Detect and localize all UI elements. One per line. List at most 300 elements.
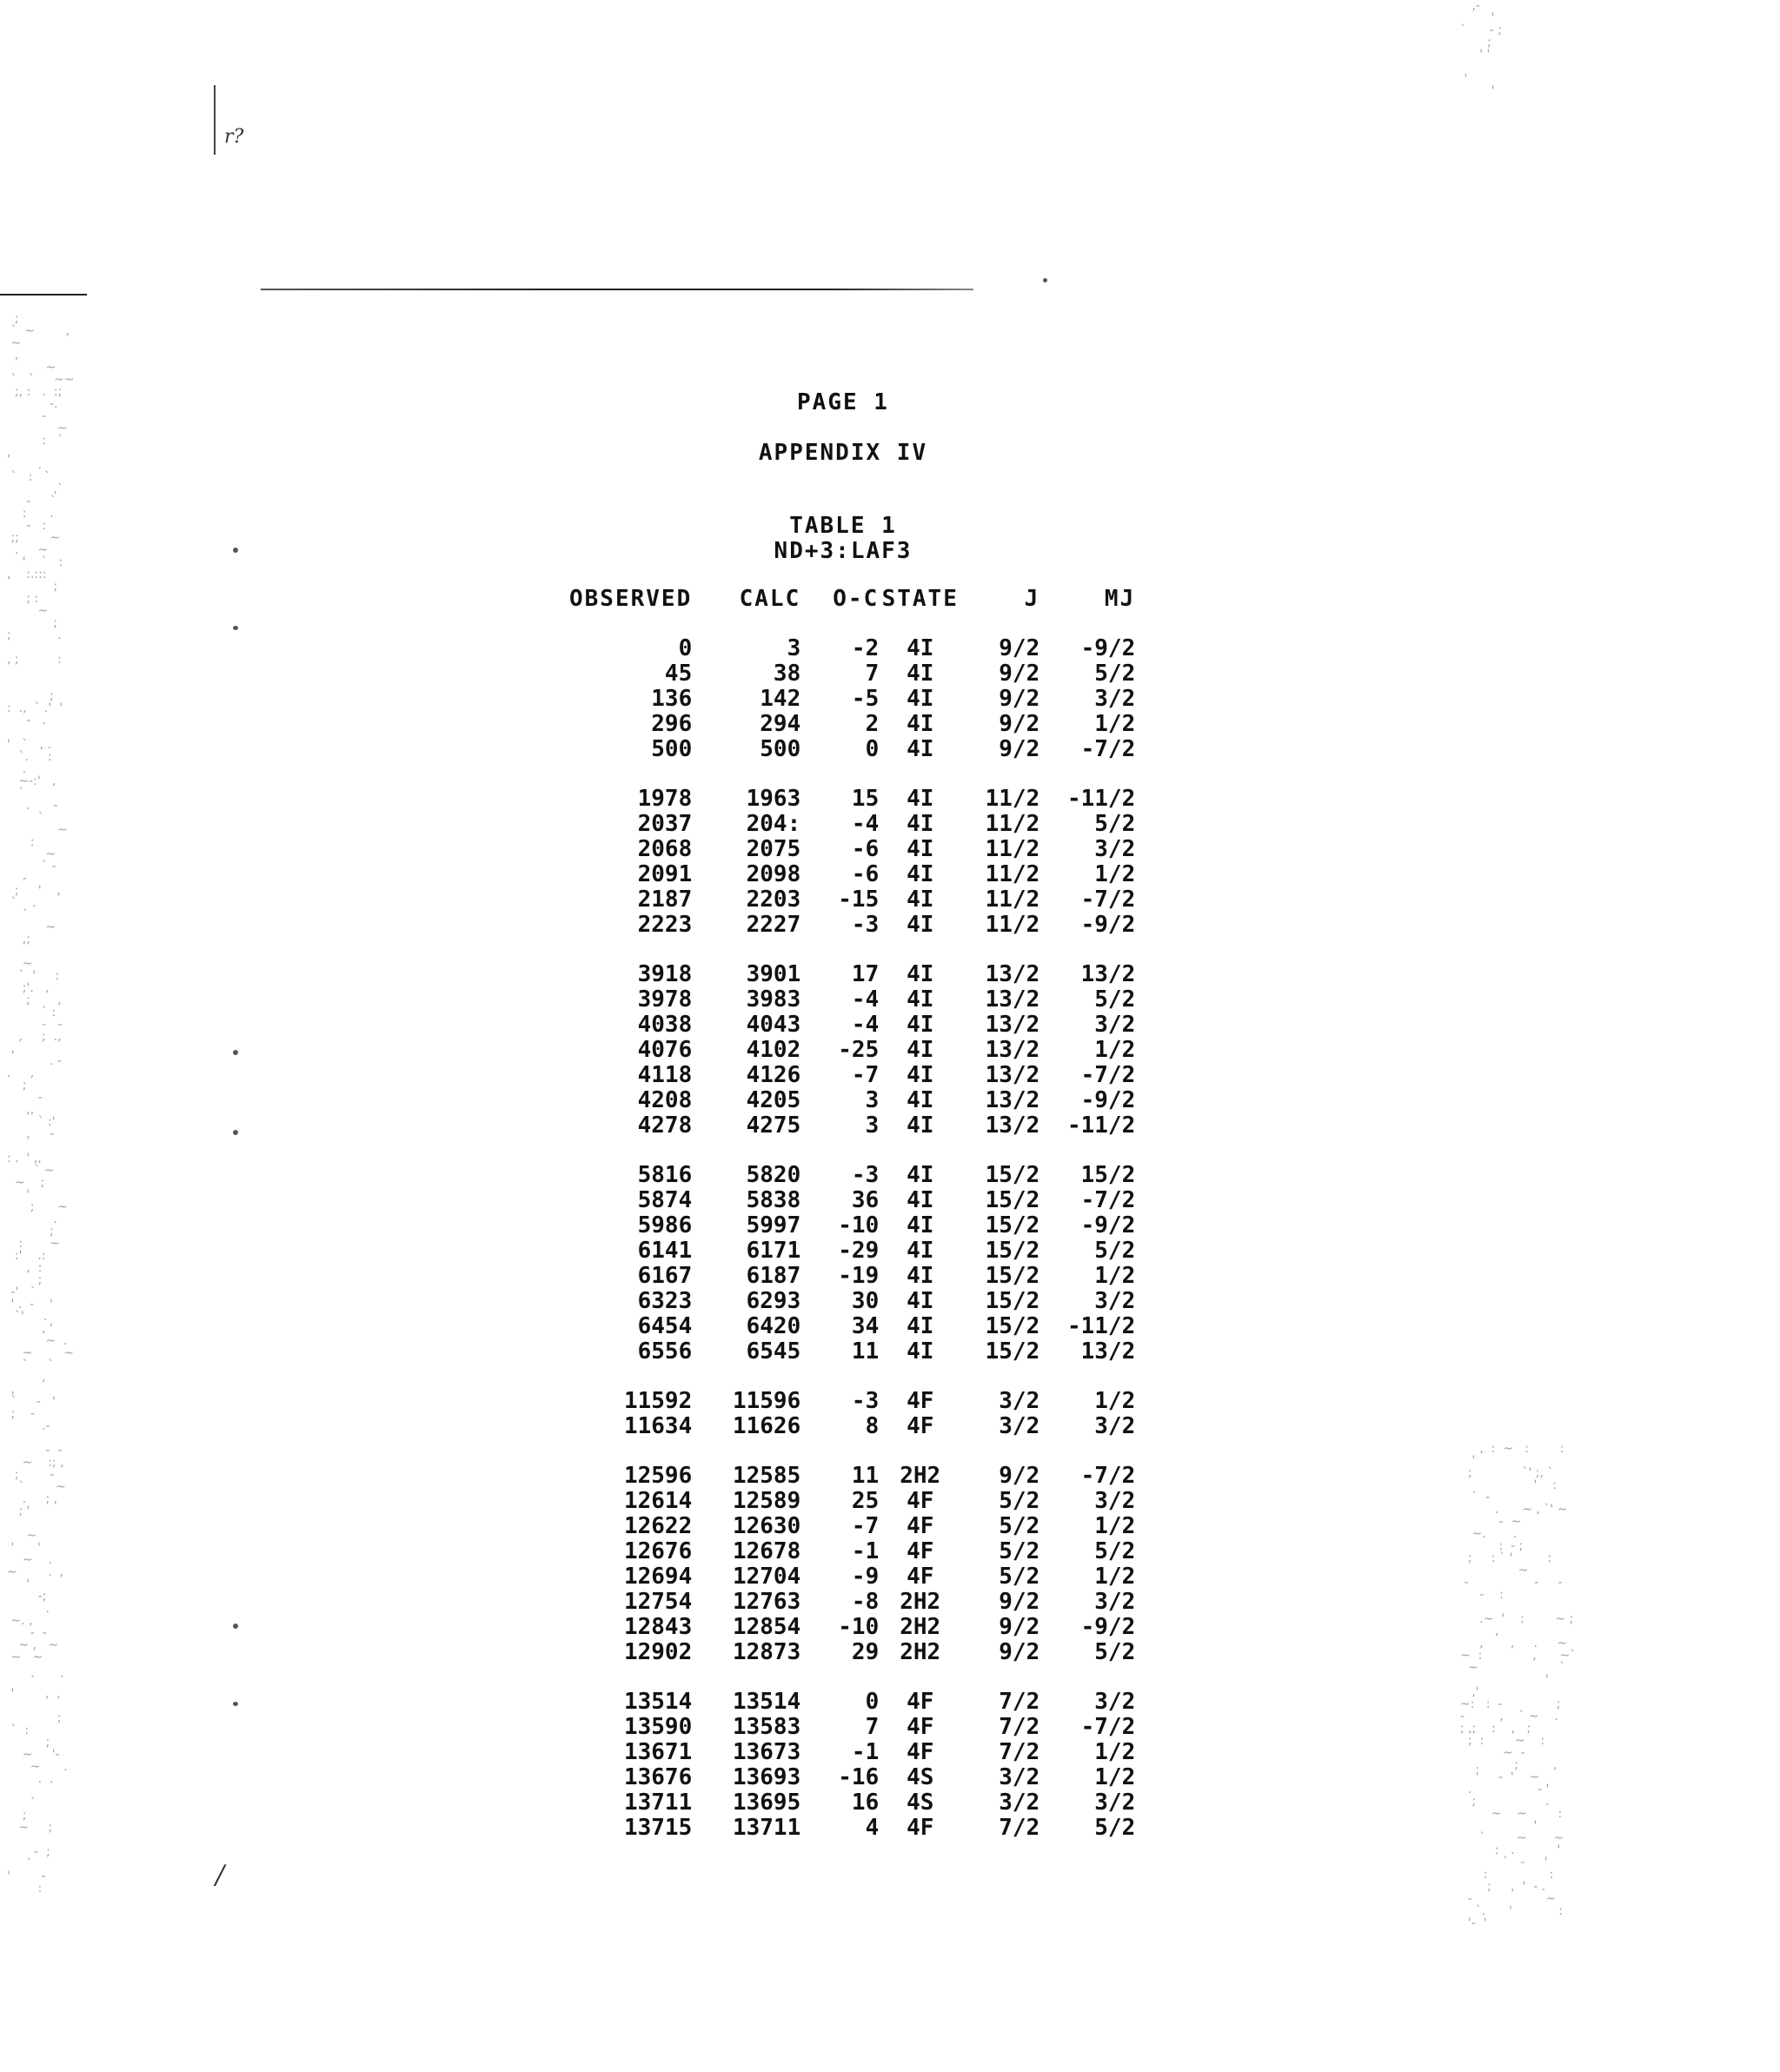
cell-state: 4I (907, 1162, 934, 1188)
cell-state: 4F (907, 1564, 934, 1590)
cell-o-c: 2 (865, 711, 880, 737)
cell-state: 4I (907, 1212, 934, 1239)
cell-observed: 500 (651, 736, 693, 762)
cell-j: 9/2 (999, 711, 1040, 737)
table-row (569, 1188, 1135, 1213)
cell-mj: -7/2 (1080, 1187, 1136, 1213)
cell-j: 15/2 (985, 1338, 1040, 1365)
col-state: STATE (881, 586, 959, 612)
cell-calc: 6187 (746, 1263, 801, 1289)
cell-state: 4S (907, 1764, 934, 1790)
cell-j: 9/2 (999, 635, 1040, 661)
cell-o-c: -3 (851, 1388, 880, 1414)
table-row (569, 1640, 1135, 1665)
table-row (569, 1038, 1135, 1063)
cell-o-c: 29 (851, 1639, 880, 1665)
cell-o-c: 8 (865, 1413, 880, 1439)
cell-state: 2H2 (900, 1589, 941, 1615)
cell-o-c: 0 (865, 736, 880, 762)
group-separator-cell (569, 1665, 1135, 1690)
table-row (569, 1690, 1135, 1715)
cell-calc: 2227 (746, 912, 801, 938)
cell-observed: 11592 (623, 1388, 693, 1414)
cell-observed: 45 (664, 661, 693, 687)
cell-j: 5/2 (999, 1488, 1040, 1514)
bullet-dot (233, 1624, 238, 1629)
cell-calc: 4102 (746, 1037, 801, 1063)
cell-o-c: 36 (851, 1187, 880, 1213)
cell-mj: -9/2 (1080, 1614, 1136, 1640)
table-row (569, 887, 1135, 913)
cell-state: 4F (907, 1388, 934, 1414)
table-row (569, 1564, 1135, 1590)
cell-state: 4I (907, 1187, 934, 1213)
cell-state: 4I (907, 736, 934, 762)
table-row (569, 1063, 1135, 1088)
cell-calc: 13514 (732, 1689, 801, 1715)
bullet-dot (233, 1050, 238, 1055)
scan-rule-main (261, 289, 973, 290)
cell-state: 4I (907, 1037, 934, 1063)
cell-j: 13/2 (985, 1112, 1040, 1139)
cell-observed: 12596 (623, 1463, 693, 1489)
cell-o-c: 3 (865, 1112, 880, 1139)
cell-observed: 3978 (637, 986, 693, 1013)
cell-j: 15/2 (985, 1313, 1040, 1339)
cell-state: 4I (907, 912, 934, 938)
cell-calc: 13673 (732, 1739, 801, 1765)
table-row (569, 1790, 1135, 1816)
cell-mj: 1/2 (1094, 1564, 1136, 1590)
cell-calc: 5997 (746, 1212, 801, 1239)
cell-state: 4I (907, 1062, 934, 1088)
cell-calc: 12589 (732, 1488, 801, 1514)
cell-state: 4S (907, 1790, 934, 1816)
cell-j: 15/2 (985, 1263, 1040, 1289)
cell-state: 4F (907, 1488, 934, 1514)
cell-state: 4I (907, 786, 934, 812)
cell-calc: 4275 (746, 1112, 801, 1139)
cell-j: 9/2 (999, 736, 1040, 762)
cell-observed: 6454 (637, 1313, 693, 1339)
group-separator-cell (569, 1365, 1135, 1389)
cell-calc: 13695 (732, 1790, 801, 1816)
cell-calc: 204: (746, 811, 801, 837)
cell-observed: 136 (651, 686, 693, 712)
col-o-c: O-C (833, 586, 880, 612)
cell-state: 4F (907, 1413, 934, 1439)
table-row (569, 1816, 1135, 1841)
cell-mj: 3/2 (1094, 1288, 1136, 1314)
table-row (569, 1765, 1135, 1790)
scan-noise-left: ; ` ~ , ~ , ~ ` ` ~~ ;, : . :; -. - ~ : ` , . ` : ` ,` - ` : . - : ;; ~ . ~ ' ` : , :.::: ; ; : ~ ; ; . , ; : ; : ., ` .' ' - . ' ` , . `. : . ~-:' , ` . - ` ~ : ~ ` - - ; ' , ` . ` ~ ,; ~ ` ' : ;'. , ; , ` : - - , ; ., , . - . , ; - ,, ` :' , - : . ' ,, ` ~ ~ ; ' ; ~ . ; : ~ :' .: , : ; -' ` ' . - ' `' . , ' ~ . ~ ~ ` ` , , ` - ' ; - .- - - ~ :; , ; - ` ~ . ; , ; ' ~ ' ' ~ . ~ . , ' -; . ~. , - - ~ , ~ ~ ~ ` ` ' , , ; ` : ; ~ '- ~ . . . ` ; ~ ; - ; ` ' - : (7, 312, 75, 1896)
cell-j: 3/2 (999, 1388, 1040, 1414)
cell-calc: 6420 (746, 1313, 801, 1339)
cell-mj: -7/2 (1080, 887, 1136, 913)
cell-observed: 6141 (637, 1238, 693, 1264)
cell-o-c: -2 (851, 635, 880, 661)
table-row (569, 862, 1135, 887)
cell-calc: 3 (787, 635, 801, 661)
cell-o-c: 15 (851, 786, 880, 812)
table-row (569, 787, 1135, 812)
cell-calc: 3901 (746, 961, 801, 987)
group-separator (569, 1365, 1135, 1389)
table-row (569, 1289, 1135, 1314)
cell-o-c: -4 (851, 811, 880, 837)
cell-j: 11/2 (985, 836, 1040, 862)
cell-observed: 12622 (623, 1513, 693, 1539)
cell-j: 9/2 (999, 686, 1040, 712)
cell-o-c: -25 (838, 1037, 880, 1063)
cell-o-c: -1 (851, 1739, 880, 1765)
cell-calc: 12678 (732, 1538, 801, 1564)
table-row (569, 1314, 1135, 1339)
cell-j: 3/2 (999, 1764, 1040, 1790)
cell-mj: 15/2 (1080, 1162, 1136, 1188)
scan-rule-left (0, 294, 87, 296)
bullet-dot (233, 626, 238, 630)
cell-observed: 4038 (637, 1012, 693, 1038)
table-row (569, 1088, 1135, 1113)
cell-calc: 6293 (746, 1288, 801, 1314)
col-observed: OBSERVED (569, 586, 693, 612)
cell-o-c: -1 (851, 1538, 880, 1564)
cell-calc: 12704 (732, 1564, 801, 1590)
cell-o-c: 11 (851, 1338, 880, 1365)
cell-calc: 12854 (732, 1614, 801, 1640)
cell-mj: -9/2 (1080, 635, 1136, 661)
table-row (569, 812, 1135, 837)
table-row (569, 1414, 1135, 1439)
table-row (569, 1740, 1135, 1765)
cell-o-c: -19 (838, 1263, 880, 1289)
page-label: PAGE 1 (797, 389, 889, 415)
bullet-dot (233, 1130, 238, 1135)
cell-j: 7/2 (999, 1739, 1040, 1765)
cell-state: 4F (907, 1538, 934, 1564)
cell-mj: 3/2 (1094, 686, 1136, 712)
cell-mj: 3/2 (1094, 1790, 1136, 1816)
cell-o-c: -8 (851, 1589, 880, 1615)
cell-o-c: 7 (865, 661, 880, 687)
table-row (569, 1113, 1135, 1139)
cell-j: 5/2 (999, 1538, 1040, 1564)
cell-o-c: -10 (838, 1212, 880, 1239)
cell-mj: 5/2 (1094, 661, 1136, 687)
cell-o-c: -29 (838, 1238, 880, 1264)
cell-o-c: 4 (865, 1815, 880, 1841)
table-subtitle: ND+3:LAF3 (774, 538, 913, 564)
cell-mj: 13/2 (1080, 1338, 1136, 1365)
cell-mj: 3/2 (1094, 1589, 1136, 1615)
cell-mj: 1/2 (1094, 1263, 1136, 1289)
cell-calc: 13711 (732, 1815, 801, 1841)
cell-state: 4F (907, 1714, 934, 1740)
cell-calc: 13693 (732, 1764, 801, 1790)
table-row (569, 1013, 1135, 1038)
cell-j: 13/2 (985, 961, 1040, 987)
cell-state: 4I (907, 635, 934, 661)
cell-mj: 5/2 (1094, 986, 1136, 1013)
cell-observed: 4118 (637, 1062, 693, 1088)
cell-mj: 5/2 (1094, 1815, 1136, 1841)
cell-calc: 2203 (746, 887, 801, 913)
cell-j: 11/2 (985, 811, 1040, 837)
cell-j: 11/2 (985, 912, 1040, 938)
cell-observed: 6167 (637, 1263, 693, 1289)
cell-observed: 13671 (623, 1739, 693, 1765)
cell-mj: 1/2 (1094, 711, 1136, 737)
cell-observed: 2068 (637, 836, 693, 862)
cell-mj: -11/2 (1066, 1313, 1136, 1339)
table-row (569, 1514, 1135, 1539)
group-separator-cell (569, 938, 1135, 962)
scan-noise-right-top: ,- ' ` - ; ; ' ' ' ' (1460, 0, 1502, 98)
cell-j: 13/2 (985, 1087, 1040, 1113)
cell-observed: 2037 (637, 811, 693, 837)
cell-observed: 2091 (637, 861, 693, 887)
table-body (569, 636, 1135, 1841)
cell-calc: 4126 (746, 1062, 801, 1088)
group-separator (569, 1665, 1135, 1690)
cell-o-c: -7 (851, 1062, 880, 1088)
table-row (569, 687, 1135, 712)
cell-mj: 5/2 (1094, 1639, 1136, 1665)
cell-observed: 13711 (623, 1790, 693, 1816)
cell-observed: 13514 (623, 1689, 693, 1715)
cell-state: 4F (907, 1739, 934, 1765)
table-row (569, 1213, 1135, 1239)
cell-o-c: -4 (851, 1012, 880, 1038)
cell-j: 7/2 (999, 1815, 1040, 1841)
table-row (569, 837, 1135, 862)
table-row (569, 1539, 1135, 1564)
cell-observed: 5986 (637, 1212, 693, 1239)
cell-o-c: -6 (851, 836, 880, 862)
cell-calc: 2098 (746, 861, 801, 887)
col-calc: CALC (739, 586, 801, 612)
cell-mj: 3/2 (1094, 1689, 1136, 1715)
cell-calc: 294 (760, 711, 801, 737)
table-row (569, 1264, 1135, 1289)
table-row (569, 1239, 1135, 1264)
cell-mj: 5/2 (1094, 1238, 1136, 1264)
cell-j: 9/2 (999, 1463, 1040, 1489)
cell-mj: 3/2 (1094, 1413, 1136, 1439)
cell-observed: 4208 (637, 1087, 693, 1113)
cell-observed: 4278 (637, 1112, 693, 1139)
cell-observed: 13715 (623, 1815, 693, 1841)
cell-state: 4I (907, 811, 934, 837)
cell-j: 13/2 (985, 1062, 1040, 1088)
cell-observed: 12694 (623, 1564, 693, 1590)
cell-observed: 3918 (637, 961, 693, 987)
cell-calc: 11626 (732, 1413, 801, 1439)
cell-mj: 1/2 (1094, 1513, 1136, 1539)
table-row (569, 1163, 1135, 1188)
cell-j: 13/2 (985, 1037, 1040, 1063)
cell-j: 3/2 (999, 1413, 1040, 1439)
cell-mj: -9/2 (1080, 912, 1136, 938)
cell-j: 9/2 (999, 1589, 1040, 1615)
cell-calc: 11596 (732, 1388, 801, 1414)
table-row (569, 987, 1135, 1013)
margin-annotation: r? (224, 126, 244, 148)
cell-j: 15/2 (985, 1288, 1040, 1314)
cell-observed: 6323 (637, 1288, 693, 1314)
appendix-title: APPENDIX IV (758, 440, 928, 466)
cell-state: 4F (907, 1513, 934, 1539)
cell-calc: 12763 (732, 1589, 801, 1615)
table-row (569, 962, 1135, 987)
cell-observed: 11634 (623, 1413, 693, 1439)
cell-j: 11/2 (985, 861, 1040, 887)
table-title: TABLE 1 (789, 513, 897, 539)
cell-observed: 12843 (623, 1614, 693, 1640)
scan-noise-right-bottom: , : ~ : : ' ; `' ;, ` ' : ` - . ~ , `' ~ - ~ ~. . : - ; ; : ` ' : ~ - - - - : .~ ' : ~ ; , , , . ~ ~ : , ~` ~ ` ' ,' ~: : - ; - , ` ~ . ; ,; : , ; ; : ~ : ~ - . ; , ' - ' ~ . - ' ; . ~ ~ : ' ` ~ ~ : . ' ` - ' : : ; , ' - . - ~ `. ' : '- ' (1460, 1442, 1577, 1930)
cell-o-c: 34 (851, 1313, 880, 1339)
cell-state: 4I (907, 1012, 934, 1038)
cell-mj: -7/2 (1080, 1463, 1136, 1489)
cell-j: 13/2 (985, 1012, 1040, 1038)
cell-calc: 12585 (732, 1463, 801, 1489)
cell-j: 13/2 (985, 986, 1040, 1013)
table-row (569, 712, 1135, 737)
group-separator-cell (569, 1139, 1135, 1163)
bullet-dot (233, 548, 238, 553)
cell-observed: 296 (651, 711, 693, 737)
group-separator-cell (569, 762, 1135, 787)
cell-state: 4I (907, 661, 934, 687)
table-row (569, 636, 1135, 661)
cell-mj: -7/2 (1080, 1714, 1136, 1740)
cell-mj: 1/2 (1094, 1739, 1136, 1765)
cell-calc: 5838 (746, 1187, 801, 1213)
cell-mj: 3/2 (1094, 1488, 1136, 1514)
cell-o-c: 25 (851, 1488, 880, 1514)
col-mj: MJ (1104, 586, 1136, 612)
cell-j: 7/2 (999, 1689, 1040, 1715)
group-separator (569, 1439, 1135, 1464)
cell-mj: 3/2 (1094, 836, 1136, 862)
cell-j: 15/2 (985, 1212, 1040, 1239)
cell-o-c: -9 (851, 1564, 880, 1590)
cell-calc: 3983 (746, 986, 801, 1013)
cell-j: 15/2 (985, 1162, 1040, 1188)
cell-mj: 3/2 (1094, 1012, 1136, 1038)
cell-calc: 6545 (746, 1338, 801, 1365)
margin-tick (214, 85, 216, 155)
table-row (569, 661, 1135, 687)
cell-o-c: 0 (865, 1689, 880, 1715)
cell-o-c: 7 (865, 1714, 880, 1740)
cell-observed: 5874 (637, 1187, 693, 1213)
cell-o-c: -5 (851, 686, 880, 712)
col-j: J (1024, 586, 1040, 612)
cell-calc: 2075 (746, 836, 801, 862)
cell-observed: 2187 (637, 887, 693, 913)
cell-o-c: -15 (838, 887, 880, 913)
cell-calc: 4043 (746, 1012, 801, 1038)
cell-observed: 1978 (637, 786, 693, 812)
cell-o-c: 3 (865, 1087, 880, 1113)
cell-calc: 1963 (746, 786, 801, 812)
cell-state: 4I (907, 986, 934, 1013)
footer-mark: / (216, 1860, 225, 1890)
cell-mj: -11/2 (1066, 1112, 1136, 1139)
cell-state: 4I (907, 836, 934, 862)
cell-observed: 0 (678, 635, 693, 661)
cell-calc: 12630 (732, 1513, 801, 1539)
table-row (569, 1464, 1135, 1489)
cell-o-c: -3 (851, 1162, 880, 1188)
group-separator (569, 938, 1135, 962)
cell-mj: 1/2 (1094, 1388, 1136, 1414)
cell-state: 4I (907, 1338, 934, 1365)
table-row (569, 913, 1135, 938)
cell-o-c: -16 (838, 1764, 880, 1790)
cell-state: 4F (907, 1689, 934, 1715)
table-row (569, 737, 1135, 762)
table-row (569, 1489, 1135, 1514)
table-row (569, 1715, 1135, 1740)
cell-calc: 5820 (746, 1162, 801, 1188)
bullet-dot (233, 1702, 238, 1706)
cell-j: 3/2 (999, 1790, 1040, 1816)
cell-mj: -9/2 (1080, 1087, 1136, 1113)
cell-state: 2H2 (900, 1614, 941, 1640)
cell-o-c: 11 (851, 1463, 880, 1489)
cell-calc: 12873 (732, 1639, 801, 1665)
cell-mj: -11/2 (1066, 786, 1136, 812)
table-header-row (569, 586, 1135, 636)
cell-o-c: -4 (851, 986, 880, 1013)
cell-observed: 13590 (623, 1714, 693, 1740)
cell-j: 11/2 (985, 887, 1040, 913)
table-row (569, 1590, 1135, 1615)
cell-state: 2H2 (900, 1639, 941, 1665)
cell-observed: 2223 (637, 912, 693, 938)
cell-mj: -9/2 (1080, 1212, 1136, 1239)
cell-observed: 13676 (623, 1764, 693, 1790)
cell-j: 5/2 (999, 1564, 1040, 1590)
cell-j: 9/2 (999, 1614, 1040, 1640)
cell-state: 4I (907, 1087, 934, 1113)
cell-o-c: -3 (851, 912, 880, 938)
cell-o-c: 16 (851, 1790, 880, 1816)
cell-state: 4I (907, 1313, 934, 1339)
table-row (569, 1615, 1135, 1640)
cell-observed: 12754 (623, 1589, 693, 1615)
cell-state: 4I (907, 861, 934, 887)
cell-state: 4I (907, 711, 934, 737)
cell-o-c: -6 (851, 861, 880, 887)
cell-mj: 5/2 (1094, 1538, 1136, 1564)
cell-mj: -7/2 (1080, 736, 1136, 762)
cell-observed: 12902 (623, 1639, 693, 1665)
cell-mj: 1/2 (1094, 1764, 1136, 1790)
cell-j: 9/2 (999, 661, 1040, 687)
cell-mj: 13/2 (1080, 961, 1136, 987)
cell-state: 4I (907, 1288, 934, 1314)
cell-calc: 6171 (746, 1238, 801, 1264)
group-separator-cell (569, 1439, 1135, 1464)
cell-observed: 4076 (637, 1037, 693, 1063)
cell-state: 4I (907, 1112, 934, 1139)
cell-observed: 12676 (623, 1538, 693, 1564)
cell-o-c: 30 (851, 1288, 880, 1314)
